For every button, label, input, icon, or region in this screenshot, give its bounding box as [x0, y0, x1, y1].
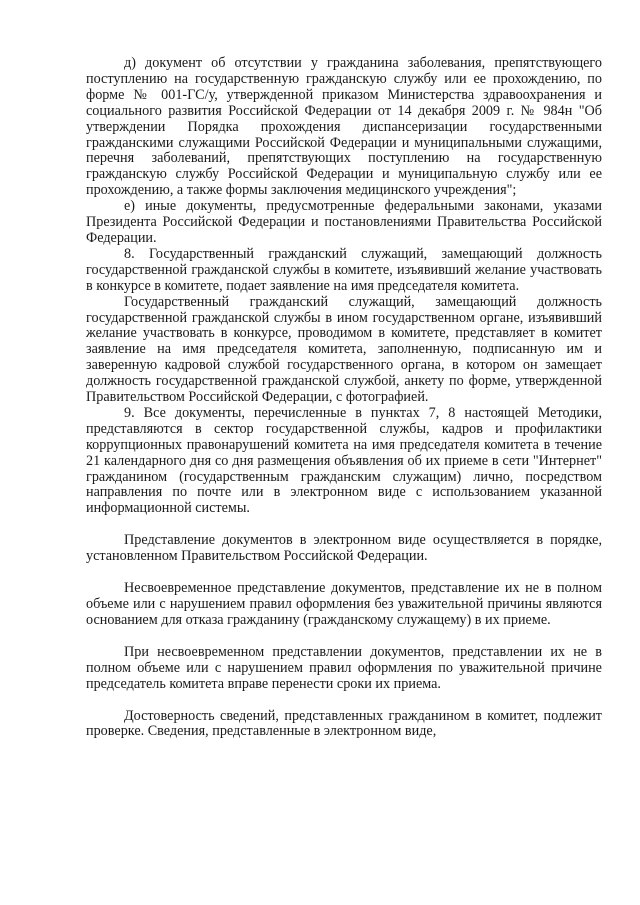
paragraph-late-submission-refusal: Несвоевременное представление документов, представление их не в полном объеме или с нарушением правил оформления без уважительной причины являются основанием для отказа гражданину (гражданскому служащему) в их приеме. [86, 580, 602, 628]
paragraph-item-e: е) иные документы, предусмотренные федеральными законами, указами Президента Российской Федерации и постановлениями Правительства Российской Федерации. [86, 198, 602, 246]
paragraph-item-d: д) документ об отсутствии у гражданина заболевания, препятствующего поступлению на государственную гражданскую службу или ее прохождению, по форме № 001-ГС/у, утвержденной приказом Министерства здравоохранения и социального развития Российской Федерации от 14 декабря 2009 г. № 984н "Об утверждении Порядка прохождения диспансеризации государственными гражданскими служащими Российской Федерации и муниципальными служащими, перечня заболеваний, препятствующих поступлению на государственную гражданскую службу Российской Федерации и муниципальную службу или ее прохождению, а также формы заключения медицинского учреждения"; [86, 55, 602, 199]
paragraph-verification: Достоверность сведений, представленных гражданином в комитет, подлежит проверке. Сведения, представленные в электронном виде, [86, 707, 602, 740]
paragraph-electronic-submission: Представление документов в электронном виде осуществляется в порядке, установленном Правительством Российской Федерации. [86, 532, 602, 565]
paragraph-late-submission-extension: При несвоевременном представлении документов, представлении их не в полном объеме или с нарушением правил оформления по уважительной причине председатель комитета вправе перенести сроки их приема. [86, 643, 602, 692]
paragraph-clause-9: 9. Все документы, перечисленные в пунктах 7, 8 настоящей Методики, представляются в сектор государственной службы, кадров и профилактики коррупционных правонарушений комитета на имя председателя комитета в течение 21 календарного дня со дня размещения объявления об их приеме в сети "Интернет" гражданином (государственным гражданским служащим) лично, посредством направления по почте или в электронном виде с использованием указанной информационной системы. [86, 404, 602, 517]
paragraph-clause-8: 8. Государственный гражданский служащий, замещающий должность государственной гражданской службы в комитете, изъявивший желание участвовать в конкурсе в комитете, подает заявление на имя председателя комитета. [86, 245, 602, 294]
paragraph-other-agency-servant: Государственный гражданский служащий, замещающий должность государственной гражданской службы в ином государственном органе, изъявивший желание участвовать в конкурсе, проводимом в комитете, представляет в комитет заявление на имя председателя комитета, заполненную, подписанную им и заверенную кадровой службой государственного органа, в котором он замещает должность государственной гражданской службой, анкету по форме, утвержденной Правительством Российской Федерации, с фотографией. [86, 293, 602, 406]
